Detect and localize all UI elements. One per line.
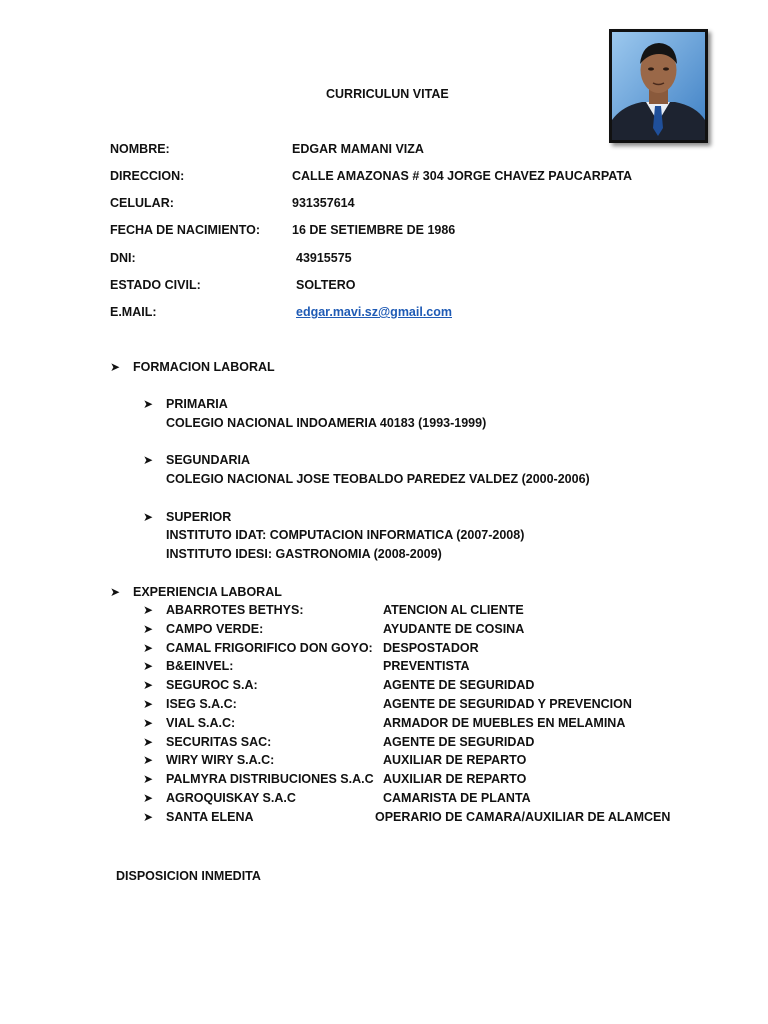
superior-heading: SUPERIOR (166, 510, 232, 524)
name-value: EDGAR MAMANI VIZA (292, 142, 424, 156)
experience-role: OPERARIO DE CAMARA/AUXILIAR DE ALAMCEN (375, 810, 671, 824)
experience-company: ISEG S.A.C: (166, 697, 237, 711)
experience-company: WIRY WIRY S.A.C: (166, 753, 275, 767)
arrowhead-bullet-icon: ➤ (143, 510, 154, 524)
formacion-heading: FORMACION LABORAL (133, 360, 275, 374)
arrowhead-bullet-icon: ➤ (143, 716, 154, 730)
arrowhead-bullet-icon: ➤ (143, 735, 154, 749)
arrowhead-bullet-icon: ➤ (143, 641, 154, 655)
experience-role: DESPOSTADOR (383, 641, 479, 655)
experience-role: AUXILIAR DE REPARTO (383, 772, 527, 786)
arrowhead-bullet-icon: ➤ (143, 603, 154, 617)
experience-role: ARMADOR DE MUEBLES EN MELAMINA (383, 716, 626, 730)
experience-company: B&EINVEL: (166, 659, 234, 673)
dni-value: 43915575 (296, 251, 352, 265)
experience-company: ABARROTES BETHYS: (166, 603, 304, 617)
arrowhead-bullet-icon: ➤ (143, 697, 154, 711)
arrowhead-bullet-icon: ➤ (110, 360, 121, 374)
experience-role: CAMARISTA DE PLANTA (383, 791, 531, 805)
experience-role: AGENTE DE SEGURIDAD (383, 735, 535, 749)
arrowhead-bullet-icon: ➤ (143, 622, 154, 636)
experience-role: AYUDANTE DE COSINA (383, 622, 525, 636)
arrowhead-bullet-icon: ➤ (143, 453, 154, 467)
email-link[interactable]: edgar.mavi.sz@gmail.com (296, 305, 452, 319)
phone-value: 931357614 (292, 196, 355, 210)
name-label: NOMBRE: (110, 142, 170, 156)
experience-company: SECURITAS SAC: (166, 735, 272, 749)
segundaria-line: COLEGIO NACIONAL JOSE TEOBALDO PAREDEZ VALDEZ (2000-2006) (166, 472, 590, 486)
experience-company: CAMAL FRIGORIFICO DON GOYO: (166, 641, 373, 655)
experience-role: AUXILIAR DE REPARTO (383, 753, 527, 767)
experiencia-heading: EXPERIENCIA LABORAL (133, 585, 282, 599)
experience-company: AGROQUISKAY S.A.C (166, 791, 296, 805)
email-label: E.MAIL: (110, 305, 157, 319)
civil-status-value: SOLTERO (296, 278, 356, 292)
document-title: CURRICULUN VITAE (326, 87, 449, 101)
arrowhead-bullet-icon: ➤ (143, 810, 154, 824)
birthdate-label: FECHA DE NACIMIENTO: (110, 223, 260, 237)
primaria-heading: PRIMARIA (166, 397, 228, 411)
experience-company: VIAL S.A.C: (166, 716, 236, 730)
experience-role: PREVENTISTA (383, 659, 470, 673)
experience-company: PALMYRA DISTRIBUCIONES S.A.C (166, 772, 374, 786)
experience-role: AGENTE DE SEGURIDAD (383, 678, 535, 692)
arrowhead-bullet-icon: ➤ (110, 585, 121, 599)
profile-photo (609, 29, 708, 143)
address-value: CALLE AMAZONAS # 304 JORGE CHAVEZ PAUCARPATA (292, 169, 633, 183)
address-label: DIRECCION: (110, 169, 185, 183)
segundaria-heading: SEGUNDARIA (166, 453, 251, 467)
primaria-line: COLEGIO NACIONAL INDOAMERIA 40183 (1993-1999) (166, 416, 487, 430)
availability-note: DISPOSICION INMEDITA (116, 869, 261, 883)
superior-line: INSTITUTO IDAT: COMPUTACION INFORMATICA (2007-2008) (166, 528, 525, 542)
arrowhead-bullet-icon: ➤ (143, 659, 154, 673)
experience-company: SEGUROC S.A: (166, 678, 258, 692)
dni-label: DNI: (110, 251, 136, 265)
arrowhead-bullet-icon: ➤ (143, 397, 154, 411)
phone-label: CELULAR: (110, 196, 174, 210)
civil-status-label: ESTADO CIVIL: (110, 278, 201, 292)
arrowhead-bullet-icon: ➤ (143, 753, 154, 767)
experience-company: CAMPO VERDE: (166, 622, 264, 636)
superior-line: INSTITUTO IDESI: GASTRONOMIA (2008-2009) (166, 547, 442, 561)
experience-role: AGENTE DE SEGURIDAD Y PREVENCION (383, 697, 632, 711)
arrowhead-bullet-icon: ➤ (143, 772, 154, 786)
arrowhead-bullet-icon: ➤ (143, 678, 154, 692)
experience-company: SANTA ELENA (166, 810, 254, 824)
birthdate-value: 16 DE SETIEMBRE DE 1986 (292, 223, 456, 237)
arrowhead-bullet-icon: ➤ (143, 791, 154, 805)
experience-role: ATENCION AL CLIENTE (383, 603, 524, 617)
